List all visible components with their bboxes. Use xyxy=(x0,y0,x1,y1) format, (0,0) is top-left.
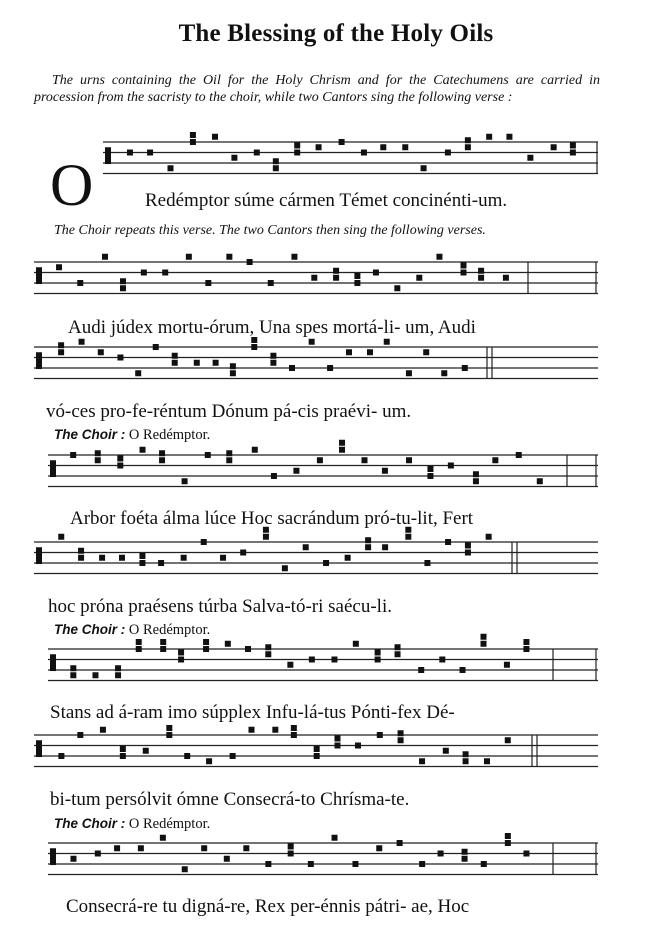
neume-icon xyxy=(481,634,487,640)
neume-icon xyxy=(309,657,315,663)
neume-icon xyxy=(438,851,444,857)
neume-icon xyxy=(120,753,126,759)
neume-icon xyxy=(382,468,388,474)
neume-icon xyxy=(323,560,329,566)
neume-icon xyxy=(355,743,361,749)
lyric-line-6: Stans ad á-ram imo súpplex Infu-lá-tus Pónti-fex Dé- xyxy=(50,702,455,723)
neume-icon xyxy=(78,548,84,554)
neume-icon xyxy=(375,650,381,656)
neume-icon xyxy=(79,339,85,345)
neume-icon xyxy=(367,349,373,355)
second-rubric: The Choir repeats this verse. The two Cantors then sing the following verses. xyxy=(54,223,486,238)
neume-icon xyxy=(380,144,386,150)
neume-icon xyxy=(120,278,126,284)
choir-cue-1 xyxy=(54,427,210,444)
neume-icon xyxy=(201,539,207,545)
neume-icon xyxy=(354,273,360,279)
neume-icon xyxy=(445,150,451,156)
neume-icon xyxy=(201,845,207,851)
neume-icon xyxy=(282,565,288,571)
neume-icon xyxy=(270,353,276,359)
neume-icon xyxy=(117,463,123,469)
neume-icon xyxy=(288,844,294,850)
neume-icon xyxy=(570,150,576,156)
neume-icon xyxy=(136,646,142,652)
neume-icon xyxy=(162,270,168,276)
neume-icon xyxy=(462,365,468,371)
neume-icon xyxy=(147,150,153,156)
neume-icon xyxy=(99,555,105,561)
neume-icon xyxy=(316,144,322,150)
neume-icon xyxy=(465,137,471,143)
choir-text: O Redémptor. xyxy=(128,816,211,832)
neume-icon xyxy=(58,753,64,759)
neume-icon xyxy=(527,155,533,161)
neume-icon xyxy=(473,478,479,484)
neume-icon xyxy=(486,134,492,140)
neume-icon xyxy=(287,662,293,668)
clef-icon xyxy=(36,740,42,757)
neume-icon xyxy=(252,447,258,453)
neume-icon xyxy=(503,275,509,281)
neume-icon xyxy=(114,845,120,851)
neume-icon xyxy=(333,268,339,274)
neume-icon xyxy=(159,457,165,463)
neume-icon xyxy=(178,657,184,663)
clef-icon xyxy=(36,547,42,564)
neume-icon xyxy=(172,360,178,366)
clef-icon xyxy=(50,848,56,865)
neume-icon xyxy=(416,275,422,281)
neume-icon xyxy=(339,139,345,145)
neume-icon xyxy=(160,646,166,652)
neume-icon xyxy=(182,866,188,872)
neume-icon xyxy=(551,144,557,150)
neume-icon xyxy=(119,555,125,561)
neume-icon xyxy=(314,746,320,752)
neume-icon xyxy=(327,365,333,371)
neume-icon xyxy=(486,534,492,540)
neume-icon xyxy=(523,639,529,645)
neume-icon xyxy=(117,355,123,361)
neume-icon xyxy=(448,463,454,469)
neume-icon xyxy=(402,144,408,150)
neume-icon xyxy=(423,349,429,355)
neume-icon xyxy=(78,555,84,561)
neume-icon xyxy=(419,861,425,867)
neume-icon xyxy=(158,560,164,566)
neume-icon xyxy=(516,452,522,458)
neume-icon xyxy=(220,555,226,561)
neume-icon xyxy=(206,758,212,764)
neume-icon xyxy=(441,370,447,376)
neume-icon xyxy=(139,553,145,559)
neume-icon xyxy=(523,851,529,857)
initial-letter: O xyxy=(50,152,94,218)
neume-icon xyxy=(226,457,232,463)
neume-icon xyxy=(346,349,352,355)
neume-icon xyxy=(70,665,76,671)
neume-icon xyxy=(308,861,314,867)
lyric-line-3: vó-ces pro-fe-réntum Dónum pá-cis praévi- um. xyxy=(46,401,412,422)
neume-icon xyxy=(140,447,146,453)
choir-cue-2 xyxy=(54,622,210,639)
neume-icon xyxy=(115,665,121,671)
neume-icon xyxy=(203,646,209,652)
neume-icon xyxy=(478,268,484,274)
clef-icon xyxy=(36,267,42,284)
neume-icon xyxy=(462,856,468,862)
neume-icon xyxy=(294,143,300,149)
neume-icon xyxy=(537,478,543,484)
neume-icon xyxy=(98,349,104,355)
lyric-line-7: bi-tum persólvit ómne Consecrá-to Chrísma-te. xyxy=(50,789,410,810)
neume-icon xyxy=(58,342,64,348)
neume-icon xyxy=(230,753,236,759)
neume-icon xyxy=(398,730,404,736)
neume-icon xyxy=(395,644,401,650)
neume-icon xyxy=(504,662,510,668)
neume-icon xyxy=(289,365,295,371)
neume-icon xyxy=(167,165,173,171)
neume-icon xyxy=(265,861,271,867)
neume-icon xyxy=(92,672,98,678)
neume-icon xyxy=(473,471,479,477)
neume-icon xyxy=(212,134,218,140)
neume-icon xyxy=(143,748,149,754)
neume-icon xyxy=(365,537,371,543)
neume-icon xyxy=(406,457,412,463)
neume-icon xyxy=(190,132,196,138)
neume-icon xyxy=(190,139,196,145)
neume-icon xyxy=(419,758,425,764)
neume-icon xyxy=(461,270,467,276)
neume-icon xyxy=(505,840,511,846)
neume-icon xyxy=(226,254,232,260)
neume-icon xyxy=(270,360,276,366)
neume-icon xyxy=(333,275,339,281)
neume-icon xyxy=(294,150,300,156)
neume-icon xyxy=(439,657,445,663)
clef-icon xyxy=(105,147,111,164)
neume-icon xyxy=(373,270,379,276)
neume-icon xyxy=(184,753,190,759)
neume-icon xyxy=(332,835,338,841)
neume-icon xyxy=(77,732,83,738)
neume-icon xyxy=(273,158,279,164)
neume-icon xyxy=(462,849,468,855)
clef-icon xyxy=(50,654,56,671)
neume-icon xyxy=(172,353,178,359)
neume-icon xyxy=(317,457,323,463)
neume-icon xyxy=(226,450,232,456)
neume-icon xyxy=(245,646,251,652)
lyric-line-2: Audi júdex mortu-órum, Una spes mortá-li- um, Audi xyxy=(68,317,476,338)
choir-text: O Redémptor. xyxy=(128,622,211,638)
neume-icon xyxy=(339,447,345,453)
neume-icon xyxy=(194,360,200,366)
neume-icon xyxy=(375,657,381,663)
neume-icon xyxy=(303,544,309,550)
neume-icon xyxy=(160,835,166,841)
neume-icon xyxy=(481,641,487,647)
neume-icon xyxy=(463,751,469,757)
neume-icon xyxy=(293,468,299,474)
neume-icon xyxy=(427,466,433,472)
neume-icon xyxy=(58,349,64,355)
neume-icon xyxy=(436,254,442,260)
neume-icon xyxy=(291,254,297,260)
neume-icon xyxy=(120,285,126,291)
choir-cue-3 xyxy=(54,816,210,833)
neume-icon xyxy=(478,275,484,281)
neume-icon xyxy=(463,758,469,764)
neume-icon xyxy=(335,743,341,749)
neume-icon xyxy=(421,165,427,171)
choir-label: The Choir : xyxy=(54,427,126,442)
neume-icon xyxy=(70,672,76,678)
neume-icon xyxy=(331,657,337,663)
neume-icon xyxy=(460,667,466,673)
lyric-line-8: Consecrá-re tu digná-re, Rex per-énnis pátri- ae, Hoc xyxy=(66,896,470,917)
neume-icon xyxy=(166,732,172,738)
neume-icon xyxy=(288,851,294,857)
lyric-line-4: Arbor foéta álma lúce Hoc sacrándum pró-tu-lit, Fert xyxy=(70,508,474,529)
neume-icon xyxy=(225,641,231,647)
intro-rubric: The urns containing the Oil for the Holy Chrism and for the Catechumens are carried in procession from the sacristy to the choir, while two Cantors sing the following verse : xyxy=(34,73,600,105)
neume-icon xyxy=(205,280,211,286)
choir-text: O Redémptor. xyxy=(128,427,211,443)
neume-icon xyxy=(271,473,277,479)
choir-label: The Choir : xyxy=(54,816,126,831)
neume-icon xyxy=(265,651,271,657)
neume-icon xyxy=(251,344,257,350)
neume-icon xyxy=(394,285,400,291)
neume-icon xyxy=(382,544,388,550)
neume-icon xyxy=(178,650,184,656)
neume-icon xyxy=(120,746,126,752)
neume-icon xyxy=(570,143,576,149)
neume-icon xyxy=(135,370,141,376)
lyric-line-5: hoc próna praésens túrba Salva-tó-ri saécu-li. xyxy=(48,596,392,617)
neume-icon xyxy=(186,254,192,260)
neume-icon xyxy=(418,667,424,673)
neume-icon xyxy=(95,450,101,456)
neume-icon xyxy=(243,845,249,851)
neume-icon xyxy=(314,753,320,759)
neume-icon xyxy=(100,727,106,733)
neume-icon xyxy=(127,150,133,156)
neume-icon xyxy=(365,544,371,550)
page-title: The Blessing of the Holy Oils xyxy=(178,20,494,47)
neume-icon xyxy=(461,263,467,269)
neume-icon xyxy=(77,280,83,286)
neume-icon xyxy=(361,457,367,463)
neume-icon xyxy=(492,457,498,463)
neume-icon xyxy=(291,732,297,738)
neume-icon xyxy=(58,534,64,540)
neume-icon xyxy=(445,539,451,545)
neume-icon xyxy=(377,732,383,738)
neume-icon xyxy=(353,641,359,647)
neume-icon xyxy=(505,833,511,839)
neume-icon xyxy=(70,452,76,458)
neume-icon xyxy=(335,736,341,742)
neume-icon xyxy=(95,457,101,463)
neume-icon xyxy=(465,543,471,549)
neume-icon xyxy=(139,560,145,566)
neume-icon xyxy=(224,856,230,862)
neume-icon xyxy=(153,344,159,350)
neume-icon xyxy=(481,861,487,867)
neume-icon xyxy=(273,165,279,171)
neume-icon xyxy=(424,560,430,566)
neume-icon xyxy=(254,150,260,156)
neume-icon xyxy=(95,851,101,857)
neume-icon xyxy=(427,473,433,479)
choir-label: The Choir : xyxy=(54,622,126,637)
neume-icon xyxy=(376,845,382,851)
neume-icon xyxy=(406,370,412,376)
neume-icon xyxy=(345,555,351,561)
neume-icon xyxy=(141,270,147,276)
neume-icon xyxy=(405,534,411,540)
neume-icon xyxy=(523,646,529,652)
neume-icon xyxy=(231,155,237,161)
neume-icon xyxy=(291,725,297,731)
neume-icon xyxy=(240,550,246,556)
neume-icon xyxy=(311,275,317,281)
neume-icon xyxy=(230,363,236,369)
neume-icon xyxy=(205,452,211,458)
neume-icon xyxy=(203,639,209,645)
neume-icon xyxy=(395,651,401,657)
neume-icon xyxy=(265,644,271,650)
clef-icon xyxy=(36,352,42,369)
neume-icon xyxy=(70,856,76,862)
neume-icon xyxy=(361,150,367,156)
neume-icon xyxy=(247,259,253,265)
neume-icon xyxy=(397,840,403,846)
neume-icon xyxy=(181,555,187,561)
neume-icon xyxy=(352,861,358,867)
neume-icon xyxy=(354,280,360,286)
neume-icon xyxy=(268,280,274,286)
neume-icon xyxy=(339,440,345,446)
neume-icon xyxy=(115,672,121,678)
neume-icon xyxy=(160,639,166,645)
neume-icon xyxy=(398,737,404,743)
neume-icon xyxy=(182,478,188,484)
neume-icon xyxy=(230,370,236,376)
neume-icon xyxy=(102,254,108,260)
neume-icon xyxy=(506,134,512,140)
neume-icon xyxy=(56,264,62,270)
neume-icon xyxy=(166,725,172,731)
neume-icon xyxy=(136,639,142,645)
neume-icon xyxy=(465,550,471,556)
neume-icon xyxy=(248,727,254,733)
clef-icon xyxy=(50,460,56,477)
neume-icon xyxy=(263,534,269,540)
lyric-line-1: Redémptor súme cármen Témet concinénti-um. xyxy=(145,190,508,211)
neume-icon xyxy=(159,450,165,456)
neume-icon xyxy=(272,727,278,733)
neume-icon xyxy=(484,758,490,764)
neume-icon xyxy=(138,845,144,851)
neume-icon xyxy=(213,360,219,366)
neume-icon xyxy=(465,144,471,150)
neume-icon xyxy=(117,456,123,462)
neume-icon xyxy=(505,737,511,743)
neume-icon xyxy=(309,339,315,345)
neume-icon xyxy=(384,339,390,345)
neume-icon xyxy=(443,748,449,754)
